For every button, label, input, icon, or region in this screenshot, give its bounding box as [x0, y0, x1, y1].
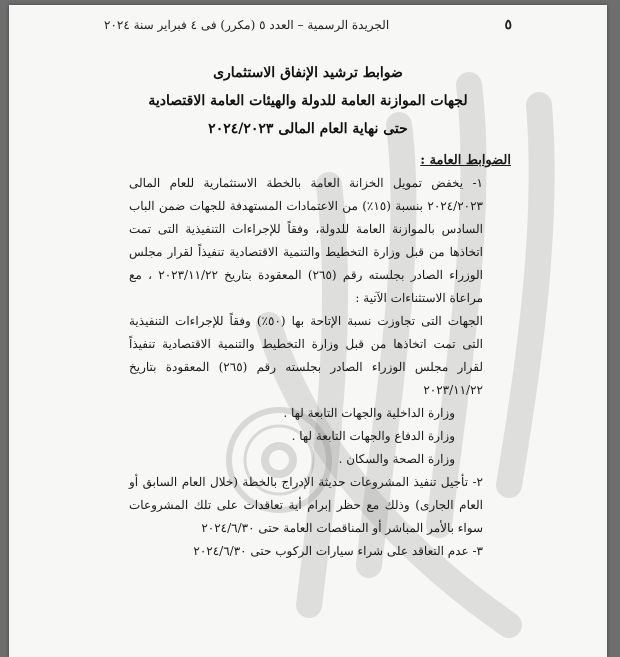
title-line-3: حتى نهاية العام المالى ٢٠٢٤/٢٠٢٣ — [208, 121, 408, 137]
list-item: وزارة الداخلية والجهات التابعة لها . — [283, 406, 455, 420]
gazette-running-title: الجريدة الرسمية – العدد ٥ (مكرر) فى ٤ فبراير سنة ٢٠٢٤ — [104, 18, 390, 32]
document-body — [129, 149, 511, 563]
list-item: وزارة الصحة والسكان . — [338, 452, 455, 466]
paragraph-1: ١- يخفض تمويل الخزانة العامة بالخطة الاستثمارية للعام المالى ٢٠٢٤/٢٠٢٣ بنسبة (١٥٪) من الاعتمادات المستهدفة للجهات ضمن الباب السادس بالموازنة العامة للدولة، وفقاً للإجراءات التنفيذية التى تمت اتخاذها من قبل وزارة التخطيط والتنمية الاقتصادية تنفيذاً لقرار مجلس الوزراء الصادر بجلسته رقم (٢٦٥) المعقودة بتاريخ ٢٠٢٣/١١/٢٢ ، مع مراعاة الاستثناءات الآتية : — [129, 176, 483, 305]
paragraph-3: ٣- عدم التعاقد على شراء سيارات الركوب حتى ٢٠٢٤/٦/٣٠ — [193, 544, 483, 558]
document-title — [9, 59, 607, 143]
page-number: ٥ — [504, 17, 512, 33]
list-item: وزارة الدفاع والجهات التابعة لها . — [291, 429, 455, 443]
running-header — [104, 17, 512, 33]
paragraph-exceptions: الجهات التى تجاوزت نسبة الإتاحة بها (٥٠٪) وفقاً للإجراءات التنفيذية التى تمت اتخاذها من قبل وزارة التخطيط والتنمية الاقتصادية تنفيذاً لقرار مجلس الوزراء الصادر بجلسته رقم (٢٦٥) المعقودة بتاريخ ٢٠٢٣/١١/٢٢ — [129, 314, 483, 397]
document-page — [9, 5, 607, 657]
paragraph-2: ٢- تأجيل تنفيذ المشروعات حديثة الإدراج بالخطة (خلال العام السابق أو العام الجارى) وذلك مع حظر إبرام أية تعاقدات على تلك المشروعات سواء بالأمر المباشر أو المناقصات العامة حتى ٢٠٢٤/٦/٣٠ — [129, 475, 483, 535]
title-line-1: ضوابط ترشيد الإنفاق الاستثمارى — [213, 65, 403, 81]
section-heading: الضوابط العامة : — [420, 153, 511, 168]
title-line-2: لجهات الموازنة العامة للدولة والهيئات العامة الاقتصادية — [148, 93, 468, 109]
